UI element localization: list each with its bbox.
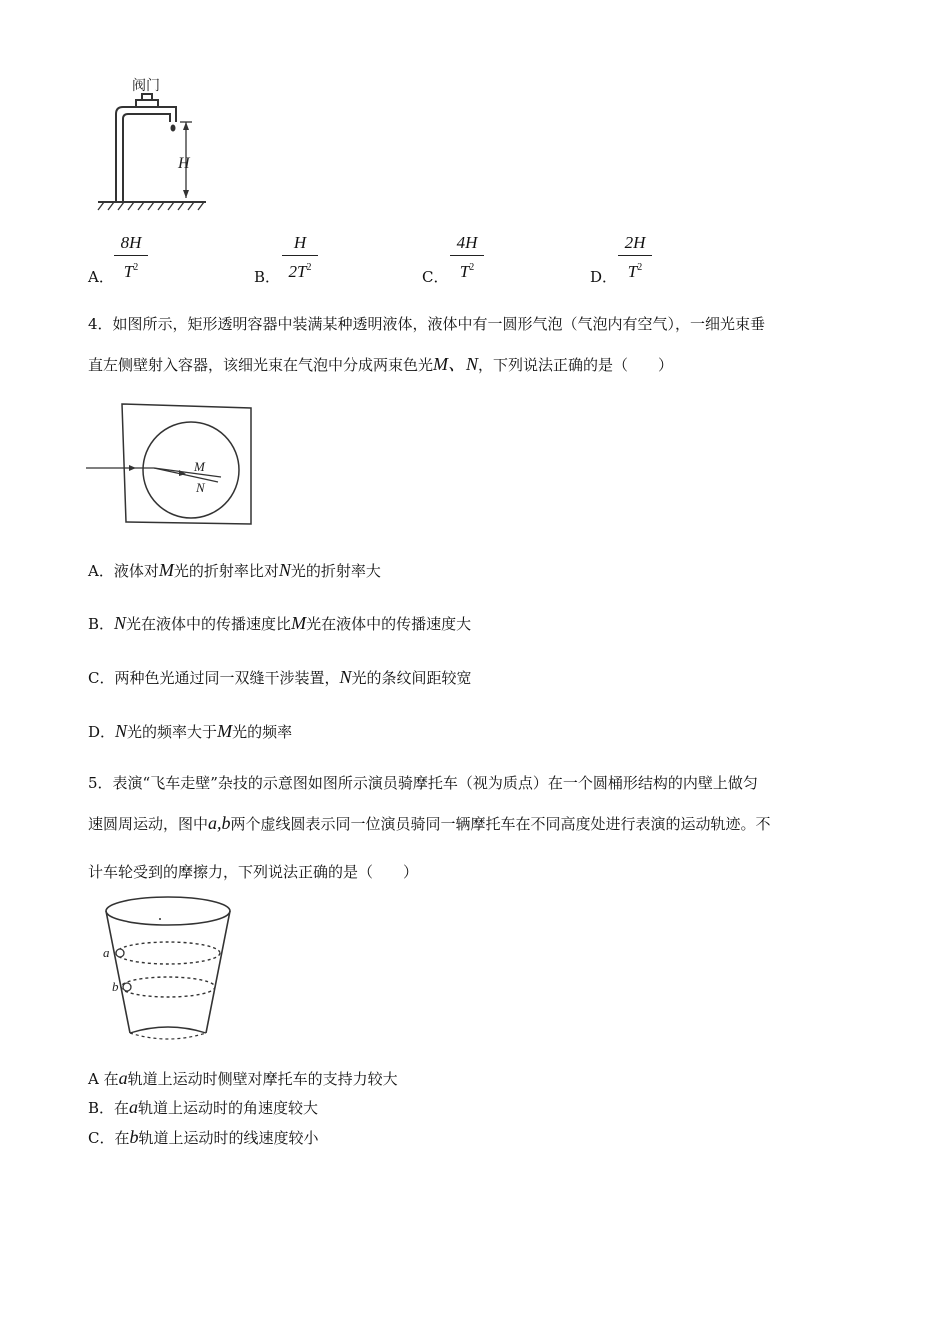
q4-option-d[interactable]: D．N光的频率大于M光的频率 (88, 721, 293, 741)
container-bubble-figure (86, 400, 256, 530)
valve-label: 阀门 (132, 79, 160, 94)
q5-stem-line1: 5．表演“飞车走壁”杂技的示意图如图所示演员骑摩托车（视为质点）在一个圆桶形结构的内壁上做匀 (88, 774, 758, 792)
q4-option-c[interactable]: C．两种色光通过同一双缝干涉装置，N光的条纹间距较宽 (88, 667, 472, 687)
q4-stem-line2: 直左侧壁射入容器，该细光束在气泡中分成两束色光M、N，下列说法正确的是（ ） (88, 354, 674, 374)
option-b-fraction[interactable]: H $2T^2$ (282, 232, 318, 283)
q4-math-mn: M、N (433, 354, 479, 374)
option-c-letter[interactable]: C． (422, 268, 449, 286)
cylinder-wall-figure (100, 893, 240, 1043)
option-a-fraction[interactable]: 8H $T^2$ (114, 232, 148, 283)
option-c-fraction[interactable]: 4H $T^2$ (450, 232, 484, 283)
faucet-figure (86, 74, 216, 214)
q5-option-b[interactable]: B．在a轨道上运动时的角速度较大 (88, 1097, 319, 1117)
ray-m-label: M (194, 459, 205, 474)
option-b-letter[interactable]: B． (254, 268, 281, 286)
orbit-b-label: b (112, 979, 119, 994)
q5-stem-line3: 计车轮受到的摩擦力，下列说法正确的是（ ） (88, 863, 419, 881)
q5-option-c[interactable]: C．在b轨道上运动时的线速度较小 (88, 1127, 319, 1147)
option-a-letter[interactable]: A． (88, 268, 114, 286)
q4-stem-line1: 4．如图所示，矩形透明容器中装满某种透明液体，液体中有一圆形气泡（气泡内有空气），一细光束垂 (88, 315, 766, 333)
q4-option-a[interactable]: A．液体对M光的折射率比对N光的折射率大 (88, 560, 381, 580)
q5-option-a[interactable]: A 在a轨道上运动时侧壁对摩托车的支持力较大 (88, 1068, 398, 1088)
option-d-letter[interactable]: D． (590, 268, 618, 286)
ray-n-label: N (196, 480, 205, 495)
q5-math-ab: a,b (208, 813, 231, 833)
orbit-a-label: a (103, 945, 110, 960)
height-label: H (178, 155, 190, 172)
option-d-fraction[interactable]: 2H $T^2$ (618, 232, 652, 283)
q4-option-b[interactable]: B．N光在液体中的传播速度比M光在液体中的传播速度大 (88, 613, 472, 633)
q5-stem-line2: 速圆周运动，图中a,b两个虚线圆表示同一位演员骑同一辆摩托车在不同高度处进行表演的运动轨迹。不 (88, 813, 771, 833)
